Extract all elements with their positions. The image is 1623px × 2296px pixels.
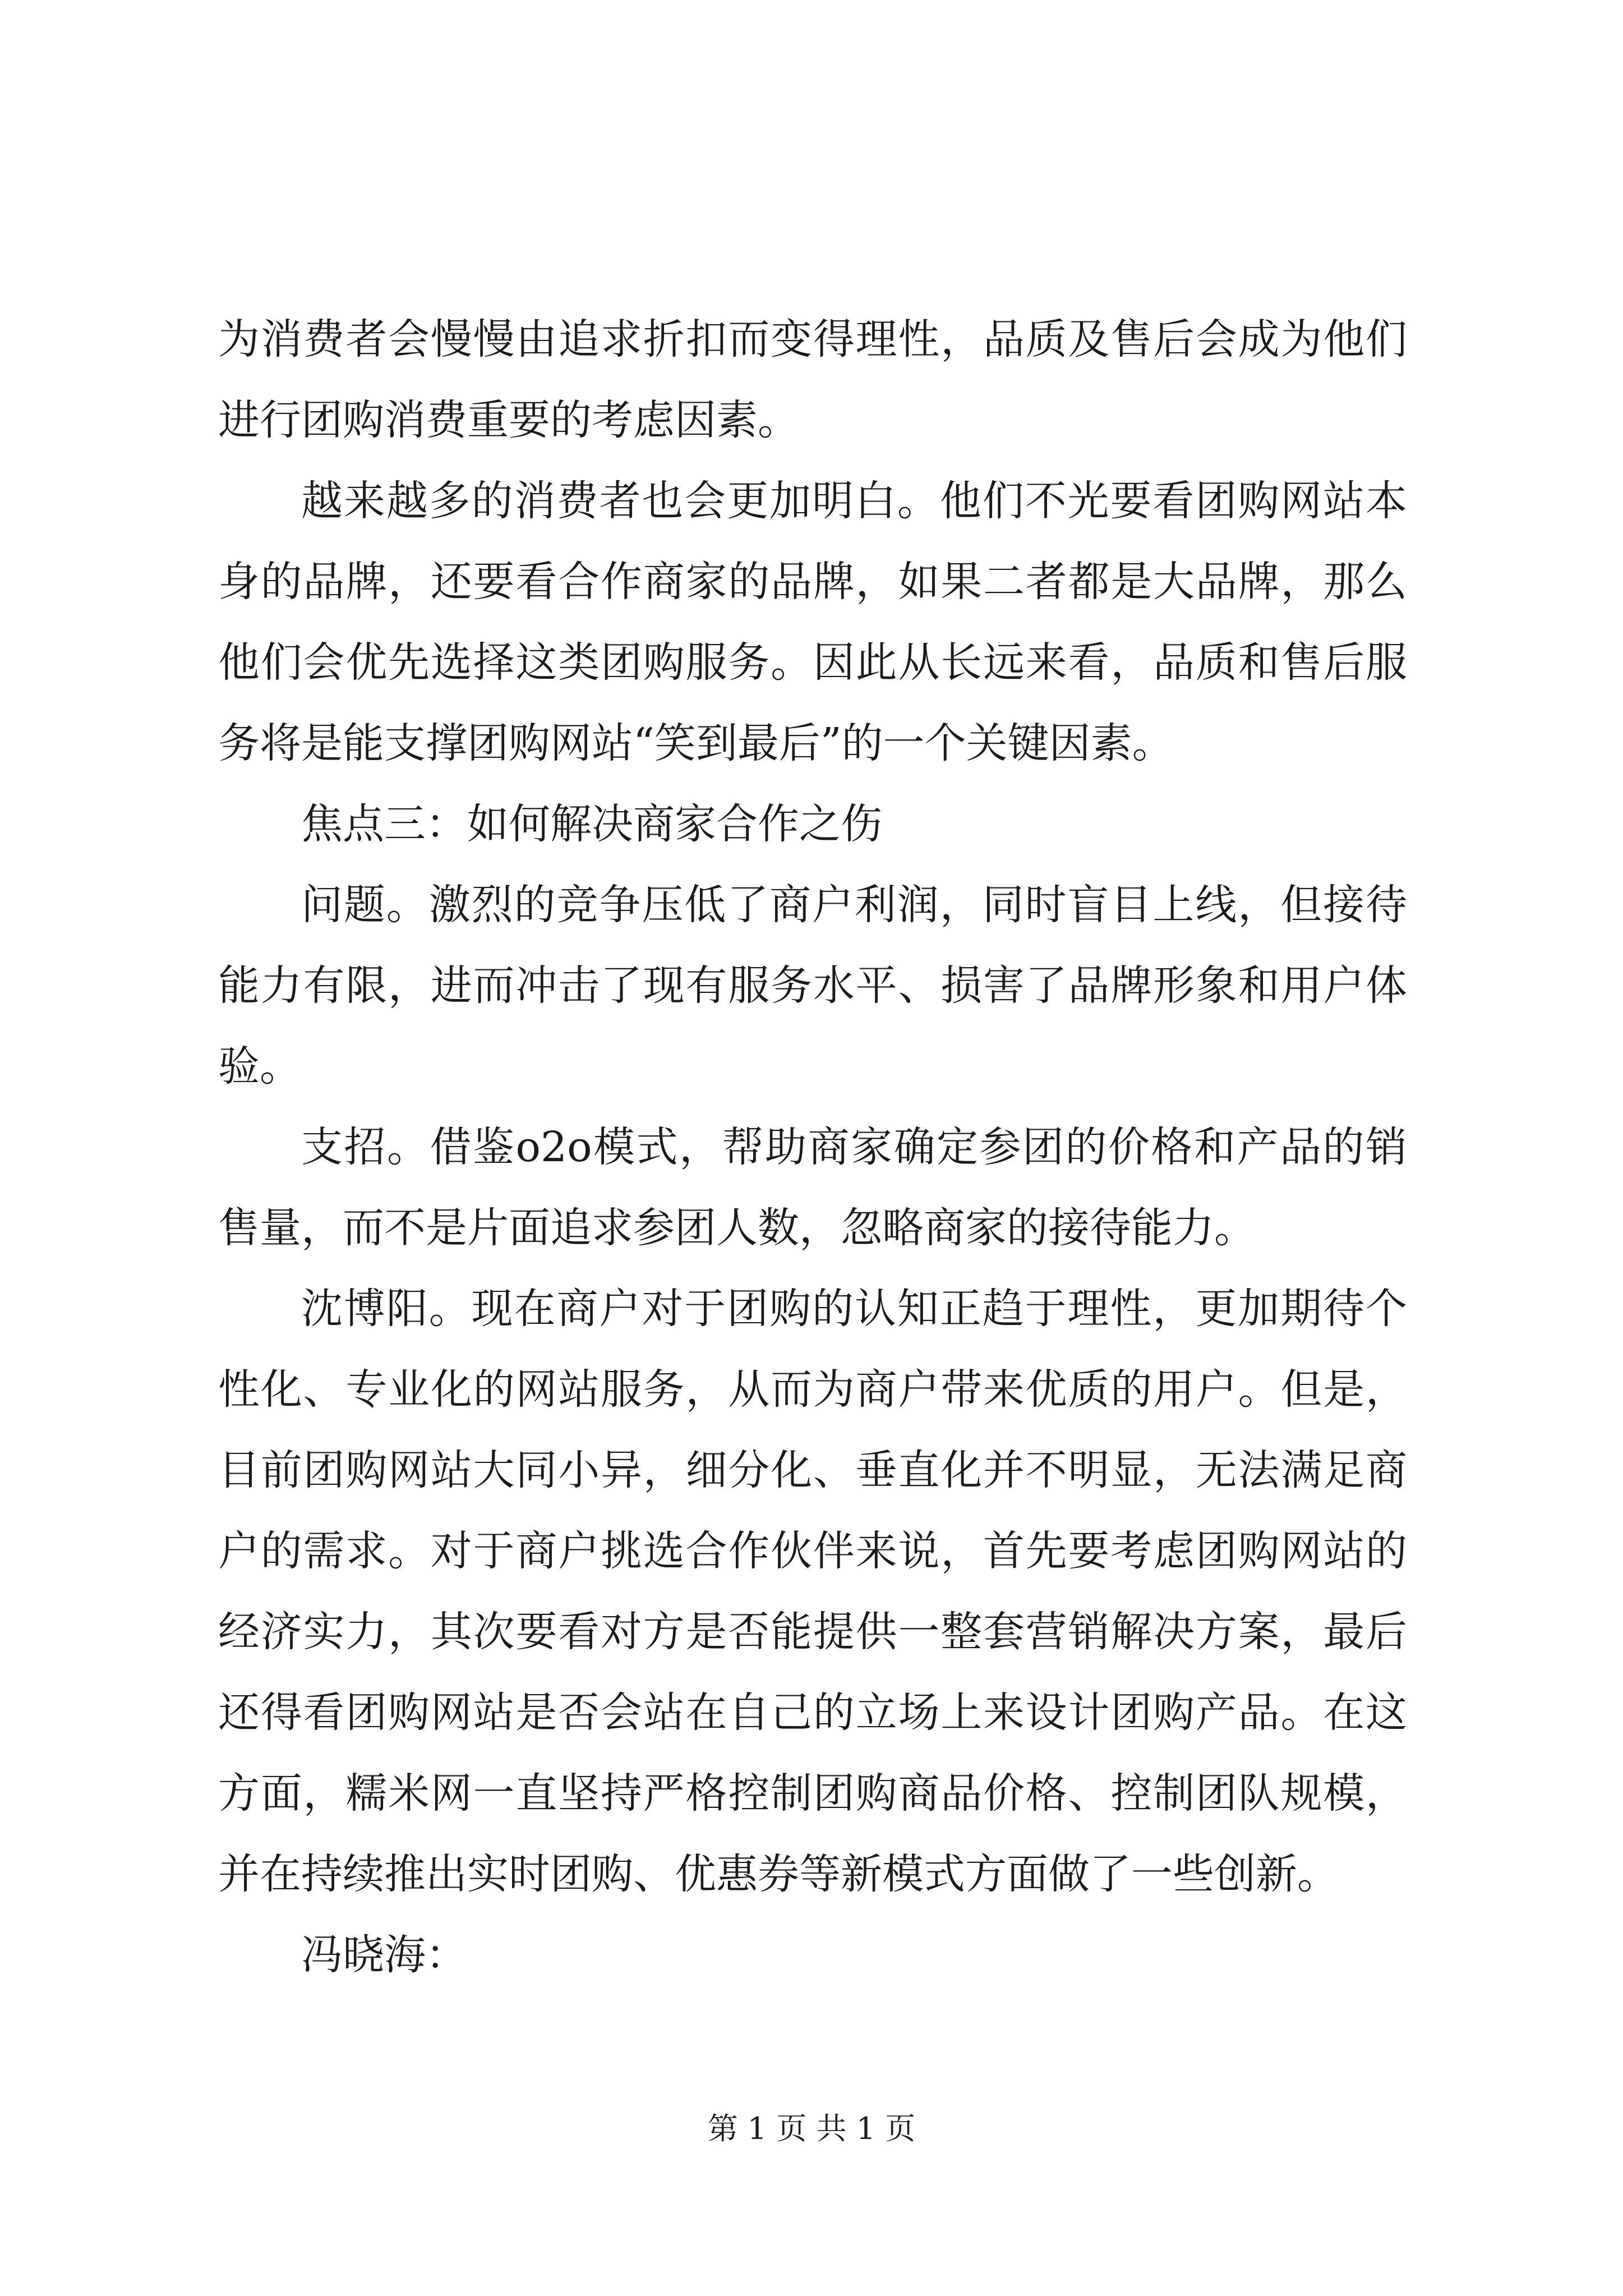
paragraph: 问题。激烈的竞争压低了商户利润，同时盲目上线，但接待能力有限，进而冲击了现有服务水平、损害了品牌形象和用户体验。 — [218, 881, 1407, 1091]
paragraph-continuation: 为消费者会慢慢由追求折扣而变得理性，品质及售后会成为他们进行团购消费重要的考虑因素。 — [218, 315, 1407, 444]
paragraph: 支招。借鉴o2o模式，帮助商家确定参团的价格和产品的销售量，而不是片面追求参团人数，忽略商家的接待能力。 — [218, 1123, 1407, 1252]
paragraph: 越来越多的消费者也会更加明白。他们不光要看团购网站本身的品牌，还要看合作商家的品牌，如果二者都是大品牌，那么他们会优先选择这类团购服务。因此从长远来看，品质和售后服务将是能支撑团购网站“笑到最后”的一个关键因素。 — [218, 477, 1407, 767]
paragraph: 沈博阳。现在商户对于团购的认知正趋于理性，更加期待个性化、专业化的网站服务，从而为商户带来优质的用户。但是，目前团购网站大同小异，细分化、垂直化并不明显，无法满足商户的需求。对于商户挑选合作伙伴来说，首先要考虑团购网站的经济实力，其次要看对方是否能提供一整套营销解决方案，最后还得看团购网站是否会站在自己的立场上来设计团购产品。在这方面，糯米网一直坚持严格控制团购商品价格、控制团队规模，并在持续推出实时团购、优惠券等新模式方面做了一些创新。 — [218, 1285, 1407, 1898]
document-body — [218, 299, 1407, 1995]
page-footer: 第 1 页 共 1 页 — [707, 2111, 916, 2146]
section-heading: 焦点三：如何解决商家合作之伤 — [301, 800, 882, 848]
paragraph: 冯晓海： — [301, 1931, 467, 1979]
